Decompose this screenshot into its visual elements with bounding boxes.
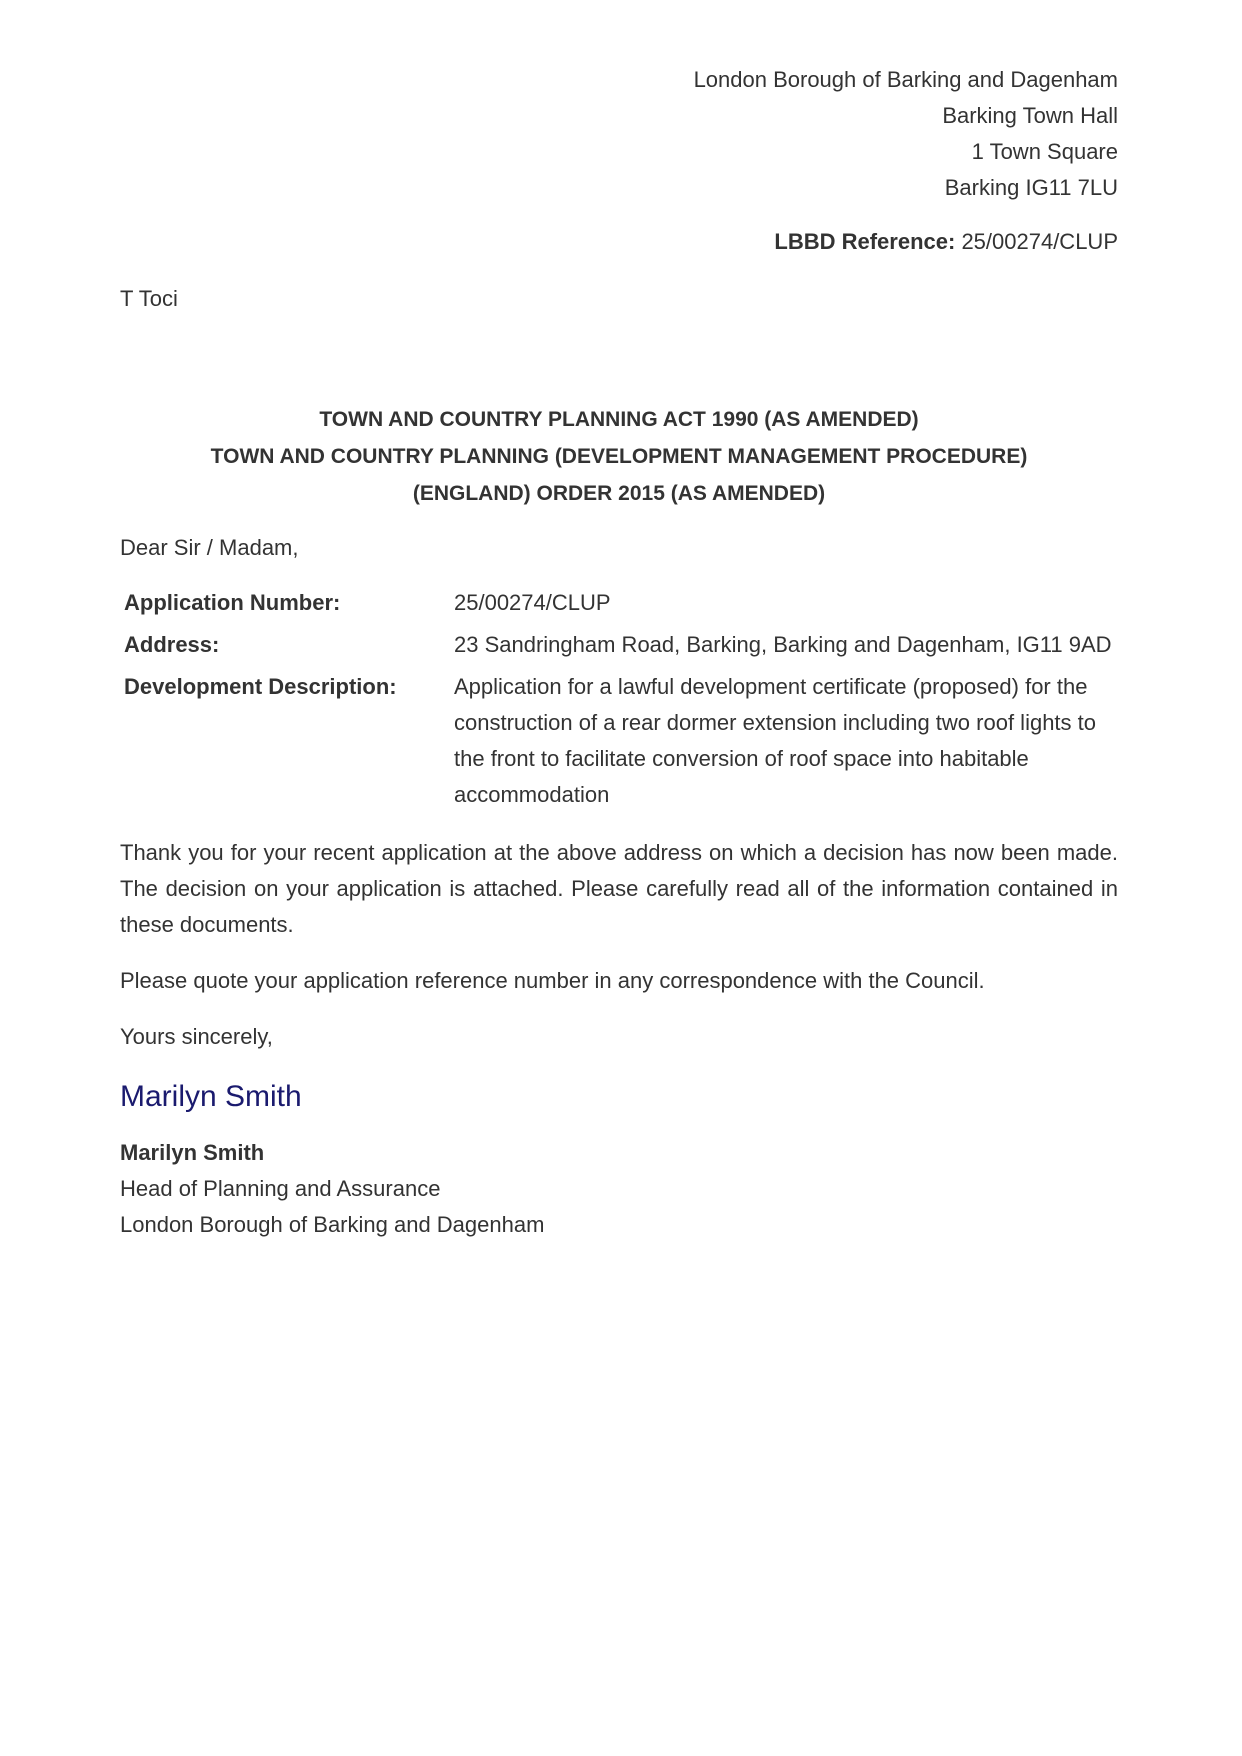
greeting: Dear Sir / Madam,	[120, 535, 299, 560]
detail-value: 23 Sandringham Road, Barking, Barking and Dagenham, IG11 9AD	[454, 632, 1112, 657]
closing-line: Yours sincerely,	[120, 1024, 273, 1049]
application-details-table	[120, 585, 1118, 819]
table-row	[120, 627, 1118, 669]
sender-address	[120, 62, 1118, 206]
letter-heading	[120, 401, 1118, 512]
table-row	[120, 585, 1118, 627]
reference-label: LBBD Reference:	[774, 229, 956, 254]
detail-label: Address:	[124, 632, 220, 657]
reference-value: 25/00274/CLUP	[961, 229, 1118, 254]
body-paragraph-quote-reference: Please quote your application reference number in any correspondence with the Council.	[120, 968, 985, 993]
heading-line-2: TOWN AND COUNTRY PLANNING (DEVELOPMENT MANAGEMENT PROCEDURE)	[210, 445, 1028, 468]
recipient-name: T Toci	[120, 286, 178, 311]
detail-label: Development Description:	[124, 674, 397, 699]
body-paragraph-decision: Thank you for your recent application at the above address on which a decision has now been made. The decision on your application is attached. Please carefully read all of the information contained in these documents.	[120, 840, 1118, 937]
sender-town-postcode: Barking IG11 7LU	[944, 175, 1118, 200]
detail-value: Application for a lawful development certificate (proposed) for the construction of a rear dormer extension including two roof lights to the front to facilitate conversion of roof space into habitable accommodation	[454, 674, 1096, 807]
signatory-title: Head of Planning and Assurance	[120, 1176, 441, 1201]
detail-value: 25/00274/CLUP	[454, 590, 611, 615]
table-row	[120, 669, 1118, 819]
letter-page	[120, 62, 1118, 1243]
signature: Marilyn Smith	[120, 1080, 302, 1113]
heading-line-1: TOWN AND COUNTRY PLANNING ACT 1990 (AS AMENDED)	[319, 408, 919, 431]
sender-org: London Borough of Barking and Dagenham	[693, 67, 1118, 92]
heading-line-3: (ENGLAND) ORDER 2015 (AS AMENDED)	[412, 482, 826, 505]
detail-label: Application Number:	[124, 590, 341, 615]
sender-street: 1 Town Square	[971, 139, 1118, 164]
reference-line	[120, 224, 1118, 260]
signatory-org: London Borough of Barking and Dagenham	[120, 1212, 545, 1237]
signatory-name: Marilyn Smith	[120, 1140, 265, 1165]
signatory-block	[120, 1135, 1118, 1243]
sender-building: Barking Town Hall	[942, 103, 1118, 128]
